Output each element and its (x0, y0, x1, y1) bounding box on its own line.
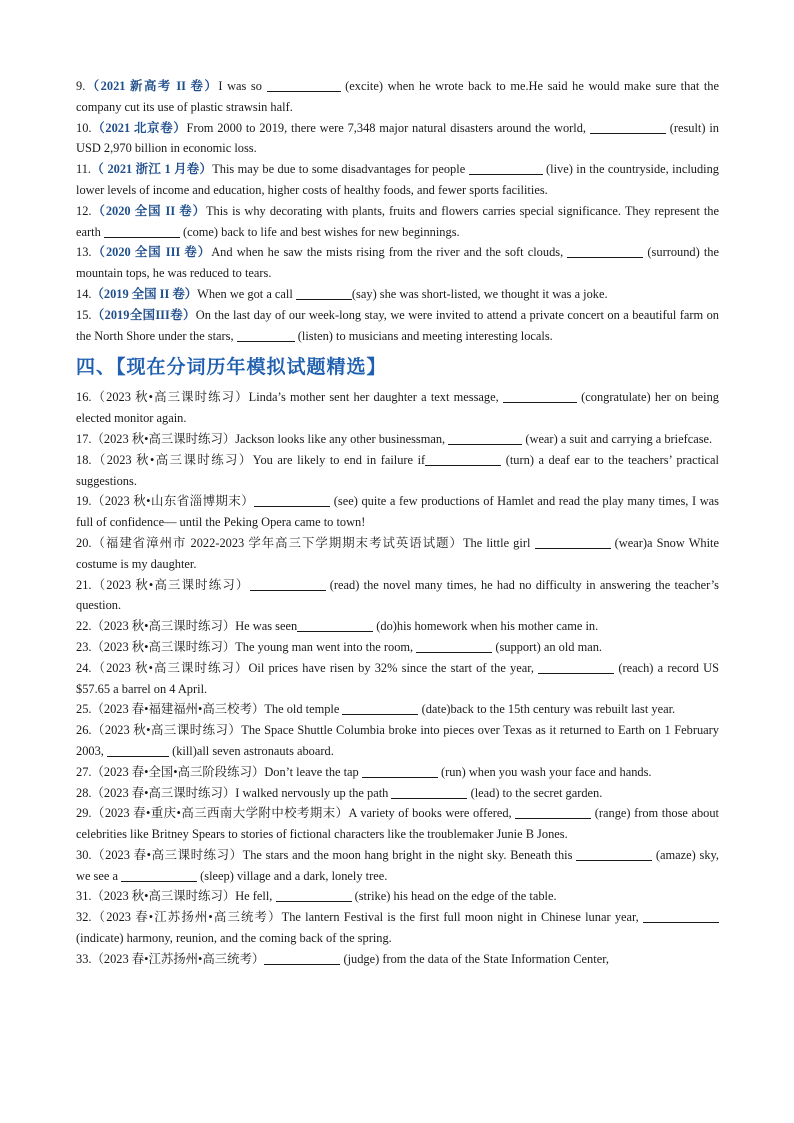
question-source: （2023 秋•山东省淄博期末） (91, 494, 255, 509)
question-item (76, 450, 719, 492)
answer-blank[interactable] (107, 743, 169, 757)
question-source: （2023 秋•高三课时练习） (91, 452, 253, 467)
question-text: Don’t leave the tap (264, 764, 362, 779)
question-item (76, 284, 719, 305)
question-text: The old temple (264, 702, 343, 717)
question-source: （2023 秋•高三课时练习） (91, 431, 236, 446)
question-item (76, 533, 719, 575)
question-source: （2019 全国 II 卷） (91, 286, 198, 301)
question-text: (range) from those about celebrities like Britney Spears to stories of fictional characters like the troublemaker Junie B Jones. (76, 806, 719, 842)
question-text: (excite) when he wrote back to me.He said he would make sure that the company cut its use of plastic strawsin half. (76, 79, 719, 114)
answer-blank[interactable] (362, 764, 438, 778)
question-text: (do)his homework when his mother came in. (373, 619, 599, 634)
question-number: 23. (76, 639, 92, 654)
question-item (76, 845, 719, 887)
question-source: （2023 秋•高三课时练习） (91, 723, 242, 738)
question-item (76, 762, 719, 783)
question-source: （2023 春•福建福州•高三校考） (91, 702, 265, 717)
question-text: (see) quite a few productions of Hamlet and read the play many times, I was full of confidence— until the Peking Opera came to town! (76, 494, 720, 530)
question-text: A variety of books were offered, (348, 806, 516, 821)
question-text: The lantern Festival is the first full moon night in Chinese lunar year, (281, 910, 643, 925)
question-text: (result) in USD 2,970 billion in economic loss. (76, 120, 719, 156)
question-text: On the last day of our week-long stay, we were invited to attend a private concert on a beautiful farm on the North Shore under the stars, (76, 307, 719, 343)
question-number: 17. (76, 431, 92, 446)
question-number: 12. (76, 203, 92, 218)
question-number: 25. (76, 702, 92, 717)
question-number: 29. (76, 806, 92, 821)
question-text: (turn) a deaf ear to the teachers’ practical suggestions. (76, 452, 719, 488)
question-item (76, 616, 719, 637)
question-text: (judge) from the data of the State Information Center, (340, 951, 609, 966)
question-text: Linda’s mother sent her daughter a text message, (248, 390, 503, 405)
answer-blank[interactable] (237, 328, 295, 342)
question-item (76, 907, 719, 949)
question-number: 33. (76, 951, 92, 966)
question-source: （2023 春•江苏扬州•高三统考） (91, 951, 265, 966)
question-source: （2020 全国 III 卷） (91, 245, 212, 260)
answer-blank[interactable] (535, 535, 611, 549)
answer-blank[interactable] (567, 244, 643, 258)
question-text: (lead) to the secret garden. (467, 785, 603, 800)
question-text: From 2000 to 2019, there were 7,348 major natural disasters around the world, (186, 120, 590, 135)
question-text: (live) in the countryside, including lower levels of income and education, higher costs of healthy foods, and fewer sports facilities. (76, 162, 719, 197)
question-text: He was seen (235, 619, 298, 634)
question-item (76, 118, 719, 160)
question-item (76, 305, 719, 347)
question-source: （福建省漳州市 2022-2023 学年高三下学期期末考试英语试题） (91, 535, 463, 550)
answer-blank[interactable] (503, 389, 577, 403)
question-text: I was so (218, 79, 267, 93)
answer-blank[interactable] (643, 909, 719, 923)
question-number: 20. (76, 535, 92, 550)
question-text: (read) the novel many times, he had no difficulty in answering the teacher’s question. (76, 577, 720, 613)
answer-blank[interactable] (391, 785, 467, 799)
answer-blank[interactable] (425, 452, 501, 466)
question-number: 24. (76, 660, 92, 675)
question-text: I walked nervously up the path (235, 785, 392, 800)
question-number: 13. (76, 245, 92, 260)
question-text: The little girl (462, 535, 535, 550)
question-number: 19. (76, 494, 92, 509)
mock-question-list (76, 387, 719, 969)
question-text: This may be due to some disadvantages for people (212, 162, 469, 177)
question-source: （2023 秋•高三课时练习） (91, 577, 250, 592)
question-number: 26. (76, 723, 92, 738)
document-page (76, 76, 719, 970)
question-source: （2023 秋•高三课时练习） (91, 639, 236, 654)
question-item (76, 575, 719, 617)
question-text: The stars and the moon hang bright in the night sky. Beneath this (242, 847, 577, 862)
answer-blank[interactable] (576, 847, 652, 861)
question-text: The young man went into the room, (235, 639, 417, 654)
question-item (76, 783, 719, 804)
question-text: He fell, (235, 889, 276, 904)
question-item (76, 658, 719, 700)
question-number: 11. (76, 162, 92, 177)
question-number: 10. (76, 120, 92, 135)
question-source: （2023 春•高三课时练习） (91, 847, 243, 862)
question-item (76, 720, 719, 762)
question-item (76, 699, 719, 720)
question-source: （ 2021 浙江 1 月卷） (91, 162, 213, 177)
question-source: （2019全国III卷） (91, 307, 196, 322)
question-item (76, 491, 719, 533)
answer-blank[interactable] (297, 618, 373, 632)
question-text: Jackson looks like any other businessman, (235, 431, 449, 446)
question-text: (wear) a suit and carrying a briefcase. (522, 431, 713, 446)
question-number: 31. (76, 889, 92, 904)
question-number: 18. (76, 452, 92, 467)
question-text: (sleep) village and a dark, lonely tree. (197, 868, 388, 883)
answer-blank[interactable] (515, 805, 591, 819)
question-text: (reach) a record US $57.65 a barrel on 4 April. (76, 660, 720, 696)
question-item (76, 429, 719, 450)
answer-blank[interactable] (104, 224, 180, 238)
question-item (76, 159, 719, 201)
question-item (76, 242, 719, 284)
answer-blank[interactable] (469, 161, 543, 175)
question-number: 22. (76, 619, 92, 634)
question-number: 9. (76, 79, 86, 93)
answer-blank[interactable] (296, 286, 352, 300)
question-text: (come) back to life and best wishes for new beginnings. (179, 224, 460, 239)
question-source: （2023 秋•高三课时练习） (91, 889, 236, 904)
question-text: Oil prices have risen by 32% since the start of the year, (248, 660, 539, 675)
answer-blank[interactable] (538, 660, 614, 674)
answer-blank[interactable] (250, 577, 326, 591)
question-source: （2021 新高考 II 卷） (85, 79, 219, 93)
question-text: (congratulate) her on being elected monitor again. (76, 390, 719, 426)
question-item (76, 76, 719, 118)
question-number: 16. (76, 390, 92, 405)
answer-blank[interactable] (254, 493, 330, 507)
question-text: You are likely to end in failure if (252, 452, 426, 467)
question-text: (date)back to the 15th century was rebuilt last year. (418, 702, 676, 717)
question-item (76, 886, 719, 907)
question-text: (surround) the mountain tops, he was reduced to tears. (76, 245, 719, 281)
question-text: (kill)all seven astronauts aboard. (168, 743, 334, 758)
answer-blank[interactable] (264, 951, 340, 965)
question-text: The Space Shuttle Columbia broke into pieces over Texas as it returned to Earth on 1 February 2003, (76, 723, 719, 758)
question-item (76, 803, 719, 845)
answer-blank[interactable] (342, 701, 418, 715)
question-number: 27. (76, 764, 92, 779)
answer-blank[interactable] (267, 78, 341, 92)
question-item (76, 387, 719, 429)
question-text: (indicate) harmony, reunion, and the coming back of the spring. (76, 931, 392, 946)
question-text: (listen) to musicians and meeting interesting locals. (294, 328, 553, 343)
answer-blank[interactable] (590, 120, 666, 134)
question-item (76, 637, 719, 658)
question-number: 21. (76, 577, 92, 592)
question-number: 14. (76, 286, 92, 301)
answer-blank[interactable] (121, 868, 197, 882)
question-text: And when he saw the mists rising from the river and the soft clouds, (211, 245, 568, 260)
question-source: （2023 春•全国•高三阶段练习） (91, 764, 265, 779)
answer-blank[interactable] (448, 431, 522, 445)
question-source: （2020 全国 II 卷） (91, 203, 206, 218)
question-text: (say) she was short-listed, we thought it was a joke. (351, 286, 608, 301)
gaokao-question-list (76, 76, 719, 346)
answer-blank[interactable] (276, 888, 352, 902)
section-title: 四、【现在分词历年模拟试题精选】 (76, 356, 387, 379)
question-text: (amaze) sky, we see a (76, 847, 720, 883)
question-source: （2023 秋•高三课时练习） (91, 390, 249, 405)
question-number: 30. (76, 847, 92, 862)
question-source: （2021 北京卷） (91, 120, 187, 135)
question-text: (run) when you wash your face and hands. (437, 764, 652, 779)
question-number: 15. (76, 307, 92, 322)
question-text: This is why decorating with plants, fruits and flowers carries special significance. They represent the earth (76, 203, 720, 239)
question-source: （2023 春•江苏扬州•高三统考） (91, 910, 282, 925)
question-source: （2023 春•高三课时练习） (91, 785, 236, 800)
answer-blank[interactable] (416, 639, 492, 653)
question-number: 32. (76, 910, 92, 925)
question-source: （2023 秋•高三课时练习） (91, 660, 249, 675)
question-number: 28. (76, 785, 92, 800)
question-item (76, 949, 719, 970)
question-item (76, 201, 719, 243)
question-text: When we got a call (197, 286, 296, 301)
question-source: （2023 春•重庆•高三西南大学附中校考期末） (91, 806, 349, 821)
question-text: (support) an old man. (492, 639, 603, 654)
question-source: （2023 秋•高三课时练习） (91, 619, 236, 634)
question-text: (strike) his head on the edge of the table. (351, 889, 557, 904)
question-text: (wear)a Snow White costume is my daughter. (76, 535, 719, 571)
